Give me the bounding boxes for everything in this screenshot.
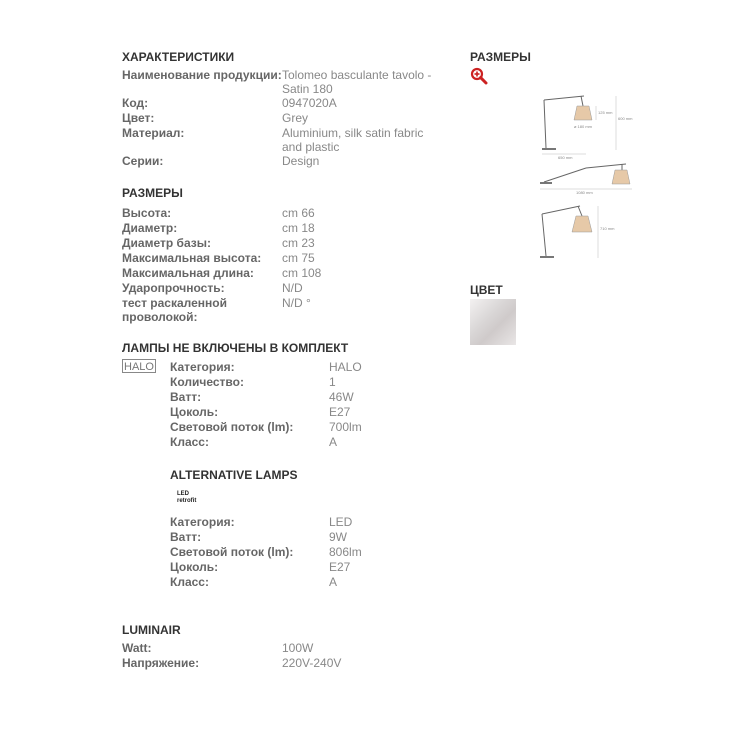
alt-label-socket: Цоколь:	[170, 560, 219, 574]
led-icon-text: LED	[177, 491, 189, 497]
alt-value-class: A	[329, 575, 338, 589]
luminair-label-watt: Watt:	[122, 641, 152, 655]
side-dimensions-heading: РАЗМЕРЫ	[470, 50, 531, 64]
color-label: Цвет:	[122, 111, 155, 125]
lamp-label-quantity: Количество:	[170, 375, 244, 389]
dim-600-label: 600 mm	[618, 116, 633, 121]
lamp-label-socket: Цоколь:	[170, 405, 219, 419]
dim-value-max-height: cm 75	[282, 251, 315, 265]
lamp-value-flux: 700lm	[329, 420, 362, 434]
lamp-value-socket: E27	[329, 405, 351, 419]
dim-label-glow-wire: тест раскаленной проволокой:	[122, 296, 227, 324]
dimensions-heading: РАЗМЕРЫ	[122, 186, 183, 200]
alternative-heading: ALTERNATIVE LAMPS	[170, 468, 298, 482]
dim-label-impact: Ударопрочность:	[122, 281, 225, 295]
luminair-value-watt: 100W	[282, 641, 314, 655]
luminair-heading: LUMINAIR	[122, 623, 181, 637]
lamp-diagram-upright[interactable]	[536, 92, 636, 162]
dim-710-label: 710 mm	[600, 226, 615, 231]
dim-value-diameter: cm 18	[282, 221, 315, 235]
lamp-label-watt: Ватт:	[170, 390, 202, 404]
zoom-icon[interactable]	[470, 67, 488, 88]
dim-1080-label: 1080 mm	[576, 190, 593, 195]
color-swatch[interactable]	[470, 299, 516, 345]
alt-value-flux: 806lm	[329, 545, 362, 559]
lamp-label-class: Класс:	[170, 435, 209, 449]
lamp-value-quantity: 1	[329, 375, 336, 389]
lamp-diagram-raised[interactable]	[536, 200, 636, 262]
alt-value-watt: 9W	[329, 530, 347, 544]
code-label: Код:	[122, 96, 149, 110]
alt-value-socket: E27	[329, 560, 351, 574]
retrofit-icon-text: retrofit	[177, 498, 197, 504]
lamp-value-watt: 46W	[329, 390, 354, 404]
dim-value-impact: N/D	[282, 281, 303, 295]
lamps-heading: ЛАМПЫ НЕ ВКЛЮЧЕНЫ В КОМПЛЕКТ	[122, 341, 349, 355]
material-label: Материал:	[122, 126, 185, 140]
series-label: Серии:	[122, 154, 164, 168]
alt-label-category: Категория:	[170, 515, 235, 529]
series-value: Design	[282, 154, 320, 168]
alt-label-flux: Световой поток (lm):	[170, 545, 294, 559]
dim-180-label: ø 180 mm	[574, 124, 593, 129]
luminair-value-voltage: 220V-240V	[282, 656, 342, 670]
dim-label-max-length: Максимальная длина:	[122, 266, 254, 280]
lamp-label-category: Категория:	[170, 360, 235, 374]
dim-value-max-length: cm 108	[282, 266, 322, 280]
halo-badge: HALO	[122, 359, 156, 373]
color-value: Grey	[282, 111, 309, 125]
dim-value-height: cm 66	[282, 206, 315, 220]
alt-label-class: Класс:	[170, 575, 209, 589]
specs-heading: ХАРАКТЕРИСТИКИ	[122, 50, 235, 64]
alt-label-watt: Ватт:	[170, 530, 202, 544]
alt-value-category: LED	[329, 515, 353, 529]
lamp-value-class: A	[329, 435, 338, 449]
led-retrofit-icon	[177, 491, 196, 505]
product-name-label: Наименование продукции:	[122, 68, 282, 82]
side-color-heading: ЦВЕТ	[470, 283, 503, 297]
lamp-label-flux: Световой поток (lm):	[170, 420, 294, 434]
code-value: 0947020A	[282, 96, 337, 110]
dim-value-base-diameter: cm 23	[282, 236, 315, 250]
material-value: Aluminium, silk satin fabric and plastic	[282, 126, 424, 154]
dim-650-label: 650 mm	[558, 155, 573, 160]
luminair-label-voltage: Напряжение:	[122, 656, 200, 670]
dim-label-max-height: Максимальная высота:	[122, 251, 262, 265]
dim-label-base-diameter: Диаметр базы:	[122, 236, 211, 250]
dim-label-height: Высота:	[122, 206, 172, 220]
lamp-value-category: HALO	[329, 360, 362, 374]
dim-125-label: 125 mm	[598, 110, 613, 115]
dim-value-glow-wire: N/D °	[282, 296, 311, 310]
lamp-diagram-extended[interactable]	[536, 158, 636, 196]
product-name-value: Tolomeo basculante tavolo - Satin 180	[282, 68, 432, 96]
dim-label-diameter: Диаметр:	[122, 221, 178, 235]
